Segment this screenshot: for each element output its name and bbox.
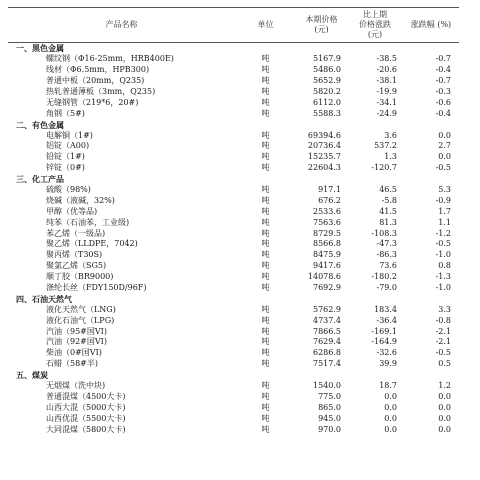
- pct-cell: 0.0: [438, 130, 451, 140]
- header-change-line: 价格涨跌: [359, 20, 391, 29]
- unit-cell: 吨: [261, 185, 270, 195]
- category-row: [8, 370, 459, 381]
- unit-cell: 吨: [261, 228, 270, 238]
- pct-cell: -0.7: [435, 76, 451, 86]
- price-table-container: [8, 7, 459, 435]
- change-cell: -164.9: [371, 337, 397, 347]
- table-row: [8, 76, 459, 87]
- unit-cell: 吨: [261, 206, 270, 216]
- price-cell: 917.1: [318, 185, 341, 195]
- table-row: [8, 87, 459, 98]
- table-row: [8, 228, 459, 239]
- price-cell: 69394.6: [307, 130, 341, 140]
- unit-cell: 吨: [261, 108, 270, 118]
- table-row: [8, 141, 459, 152]
- price-cell: 5652.9: [313, 76, 341, 86]
- change-cell: -19.9: [376, 87, 397, 96]
- pct-cell: 0.0: [438, 424, 451, 434]
- product-name-cell: 角钢（5#): [46, 108, 85, 118]
- header-price-line: 本期价格: [305, 15, 338, 24]
- unit-cell: 吨: [261, 250, 270, 260]
- pct-cell: -0.4: [435, 108, 451, 118]
- price-cell: 2533.6: [313, 206, 341, 216]
- change-cell: 537.2: [374, 141, 397, 151]
- table-row: [8, 108, 459, 119]
- pct-cell: -0.6: [435, 97, 451, 107]
- product-name-cell: 顺丁胶（BR9000): [46, 272, 114, 282]
- change-cell: 18.7: [379, 381, 397, 391]
- table-row: [8, 304, 459, 315]
- price-cell: 7866.5: [313, 326, 341, 336]
- unit-cell: 吨: [261, 217, 270, 227]
- category-label: 三、化工产品: [16, 174, 64, 185]
- product-name-cell: 热轧普通薄板（3mm，Q235): [46, 87, 156, 96]
- price-cell: 7629.4: [313, 337, 341, 347]
- product-name-cell: 电解铜（1#): [46, 130, 93, 140]
- pct-cell: -0.5: [435, 163, 451, 173]
- unit-cell: 吨: [261, 413, 270, 423]
- price-cell: 14078.6: [307, 272, 341, 282]
- product-name-cell: 甲醇（优等品): [46, 206, 98, 216]
- price-cell: 6112.0: [313, 97, 341, 107]
- table-row: [8, 337, 459, 348]
- table-row: [8, 315, 459, 326]
- unit-cell: 吨: [261, 261, 270, 271]
- price-cell: 7563.6: [313, 217, 341, 227]
- change-cell: -180.2: [371, 272, 397, 282]
- change-cell: -36.4: [376, 315, 397, 325]
- header-product-name: 产品名称: [8, 8, 235, 43]
- unit-cell: 吨: [261, 141, 270, 151]
- price-cell: 4737.4: [313, 315, 341, 325]
- table-header: [8, 8, 459, 43]
- pct-cell: 3.3: [438, 304, 451, 314]
- category-row: [8, 293, 459, 304]
- pct-cell: 0.0: [438, 391, 451, 401]
- table-row: [8, 348, 459, 359]
- table-body: [8, 43, 459, 436]
- product-name-cell: 液化天然气（LNG): [46, 304, 116, 314]
- price-cell: 7517.4: [313, 359, 341, 369]
- table-row: [8, 283, 459, 294]
- change-cell: -120.7: [371, 163, 397, 173]
- unit-cell: 吨: [261, 272, 270, 282]
- table-row: [8, 185, 459, 196]
- product-name-cell: 锌锭（0#): [46, 163, 85, 173]
- product-name-cell: 烧碱（液碱，32%): [46, 195, 115, 205]
- header-pct: 涨跌幅 (%): [403, 8, 459, 43]
- unit-cell: 吨: [261, 195, 270, 205]
- price-cell: 865.0: [318, 402, 341, 412]
- unit-cell: 吨: [261, 152, 270, 162]
- pct-cell: -0.3: [435, 87, 451, 96]
- category-label: 五、煤炭: [16, 370, 48, 381]
- header-price-line: (元): [314, 25, 329, 34]
- product-name-cell: 聚丙烯（T30S): [46, 250, 103, 260]
- unit-cell: 吨: [261, 87, 270, 96]
- price-cell: 20736.4: [307, 141, 341, 151]
- table-row: [8, 424, 459, 435]
- product-name-cell: 石蜡（58#半): [46, 359, 99, 369]
- unit-cell: 吨: [261, 283, 270, 293]
- unit-cell: 吨: [261, 65, 270, 75]
- category-row: [8, 43, 459, 54]
- price-cell: 5588.3: [313, 108, 341, 118]
- pct-cell: 1.2: [438, 381, 451, 391]
- pct-cell: 2.7: [438, 141, 451, 151]
- table-row: [8, 402, 459, 413]
- change-cell: 0.0: [384, 413, 397, 423]
- table-row: [8, 195, 459, 206]
- change-cell: 0.0: [384, 402, 397, 412]
- table-row: [8, 130, 459, 141]
- table-row: [8, 54, 459, 65]
- product-name-cell: 无烟煤（洗中块): [46, 381, 106, 391]
- product-name-cell: 液化石油气（LPG): [46, 315, 115, 325]
- pct-cell: -1.2: [435, 228, 451, 238]
- change-cell: -47.3: [376, 239, 397, 249]
- category-row: [8, 174, 459, 185]
- table-row: [8, 163, 459, 174]
- pct-cell: -0.4: [435, 65, 451, 75]
- change-cell: 81.3: [379, 217, 397, 227]
- change-cell: -108.3: [371, 228, 397, 238]
- change-cell: -24.9: [376, 108, 397, 118]
- product-name-cell: 涤纶长丝（FDY150D/96F): [46, 283, 147, 293]
- table-row: [8, 392, 459, 403]
- product-name-cell: 山西优混（5500大卡): [46, 413, 126, 423]
- price-cell: 6286.8: [313, 348, 341, 358]
- product-name-cell: 聚氯乙烯（SG5): [46, 261, 107, 271]
- change-cell: -20.6: [376, 65, 397, 75]
- pct-cell: -2.1: [435, 337, 451, 347]
- header-unit: 单位: [235, 8, 296, 43]
- pct-cell: -1.3: [435, 272, 451, 282]
- unit-cell: 吨: [261, 239, 270, 249]
- unit-cell: 吨: [261, 130, 270, 140]
- unit-cell: 吨: [261, 163, 270, 173]
- change-cell: -79.0: [376, 283, 397, 293]
- product-name-cell: 硫酸（98%): [46, 185, 91, 195]
- pct-cell: -0.5: [435, 348, 451, 358]
- change-cell: -32.6: [376, 348, 397, 358]
- table-row: [8, 381, 459, 392]
- price-cell: 1540.0: [313, 381, 341, 391]
- pct-cell: -0.9: [435, 195, 451, 205]
- price-cell: 775.0: [318, 391, 341, 401]
- product-name-cell: 铅锭（1#): [46, 152, 85, 162]
- price-cell: 5820.2: [313, 87, 341, 96]
- change-cell: 3.6: [384, 130, 397, 140]
- product-name-cell: 纯苯（石油苯，工业级): [46, 217, 130, 227]
- pct-cell: -0.7: [435, 54, 451, 64]
- table-row: [8, 272, 459, 283]
- pct-cell: -0.8: [435, 315, 451, 325]
- unit-cell: 吨: [261, 76, 270, 86]
- change-cell: -34.1: [376, 97, 397, 107]
- price-table: [8, 7, 459, 435]
- product-name-cell: 铝锭（A00): [46, 141, 90, 151]
- unit-cell: 吨: [261, 359, 270, 369]
- pct-cell: 1.7: [438, 206, 451, 216]
- product-name-cell: 普通混煤（4500大卡): [46, 391, 126, 401]
- price-cell: 7692.9: [313, 283, 341, 293]
- unit-cell: 吨: [261, 54, 270, 64]
- change-cell: 46.5: [379, 185, 397, 195]
- change-cell: 183.4: [374, 304, 397, 314]
- product-name-cell: 无缝钢管（219*6，20#): [46, 97, 139, 107]
- change-cell: -86.3: [376, 250, 397, 260]
- table-row: [8, 261, 459, 272]
- table-row: [8, 206, 459, 217]
- price-cell: 5167.9: [313, 54, 341, 64]
- unit-cell: 吨: [261, 402, 270, 412]
- product-name-cell: 螺纹钢（Φ16-25mm，HRB400E): [46, 54, 174, 64]
- category-label: 二、有色金属: [16, 119, 64, 130]
- pct-cell: 5.3: [438, 185, 451, 195]
- product-name-cell: 聚乙烯（LLDPE，7042): [46, 239, 138, 249]
- price-cell: 8729.5: [313, 228, 341, 238]
- table-row: [8, 326, 459, 337]
- unit-cell: 吨: [261, 424, 270, 434]
- product-name-cell: 大同混煤（5800大卡): [46, 424, 126, 434]
- pct-cell: -1.0: [435, 250, 451, 260]
- pct-cell: 0.5: [438, 359, 451, 369]
- change-cell: 41.5: [379, 206, 397, 216]
- unit-cell: 吨: [261, 304, 270, 314]
- header-price: [296, 8, 347, 43]
- header-row: [8, 8, 459, 43]
- change-cell: -5.8: [381, 195, 397, 205]
- header-change-line: 比上期: [363, 10, 387, 19]
- change-cell: 1.3: [384, 152, 397, 162]
- category-label: 一、黑色金属: [16, 43, 64, 54]
- price-cell: 676.2: [318, 195, 341, 205]
- price-cell: 15235.7: [307, 152, 341, 162]
- change-cell: -169.1: [371, 326, 397, 336]
- price-cell: 945.0: [318, 413, 341, 423]
- header-change-line: (元): [367, 30, 383, 39]
- table-row: [8, 97, 459, 108]
- price-cell: 22604.3: [307, 163, 341, 173]
- table-row: [8, 65, 459, 76]
- change-cell: 73.6: [379, 261, 397, 271]
- category-label: 四、石油天然气: [16, 293, 72, 304]
- product-name-cell: 苯乙烯（一级品): [46, 228, 106, 238]
- price-cell: 5762.9: [313, 304, 341, 314]
- pct-cell: -2.1: [435, 326, 451, 336]
- pct-cell: -0.5: [435, 239, 451, 249]
- product-name-cell: 汽油（92#国VI): [46, 337, 107, 347]
- product-name-cell: 普通中板（20mm，Q235): [46, 76, 145, 86]
- unit-cell: 吨: [261, 337, 270, 347]
- change-cell: -38.5: [376, 54, 397, 64]
- price-cell: 970.0: [318, 424, 341, 434]
- change-cell: -38.1: [376, 76, 397, 86]
- table-row: [8, 217, 459, 228]
- price-cell: 5486.0: [313, 65, 341, 75]
- change-cell: 39.9: [379, 359, 397, 369]
- unit-cell: 吨: [261, 391, 270, 401]
- pct-cell: 0.0: [438, 413, 451, 423]
- pct-cell: 0.0: [438, 402, 451, 412]
- unit-cell: 吨: [261, 326, 270, 336]
- table-row: [8, 359, 459, 370]
- category-row: [8, 119, 459, 130]
- table-row: [8, 250, 459, 261]
- price-cell: 8475.9: [313, 250, 341, 260]
- pct-cell: 0.8: [438, 261, 451, 271]
- header-change: [347, 8, 403, 43]
- product-name-cell: 柴油（0#国VI): [46, 348, 102, 358]
- product-name-cell: 线材（Φ6.5mm，HPB300): [46, 65, 150, 75]
- change-cell: 0.0: [384, 391, 397, 401]
- pct-cell: -1.0: [435, 283, 451, 293]
- product-name-cell: 山西大混（5000大卡): [46, 402, 126, 412]
- product-name-cell: 汽油（95#国VI): [46, 326, 107, 336]
- price-cell: 9417.6: [313, 261, 341, 271]
- table-row: [8, 413, 459, 424]
- unit-cell: 吨: [261, 348, 270, 358]
- table-row: [8, 152, 459, 163]
- unit-cell: 吨: [261, 97, 270, 107]
- table-row: [8, 239, 459, 250]
- change-cell: 0.0: [384, 424, 397, 434]
- price-cell: 8566.8: [313, 239, 341, 249]
- pct-cell: 0.0: [438, 152, 451, 162]
- unit-cell: 吨: [261, 315, 270, 325]
- pct-cell: 1.1: [438, 217, 451, 227]
- unit-cell: 吨: [261, 381, 270, 391]
